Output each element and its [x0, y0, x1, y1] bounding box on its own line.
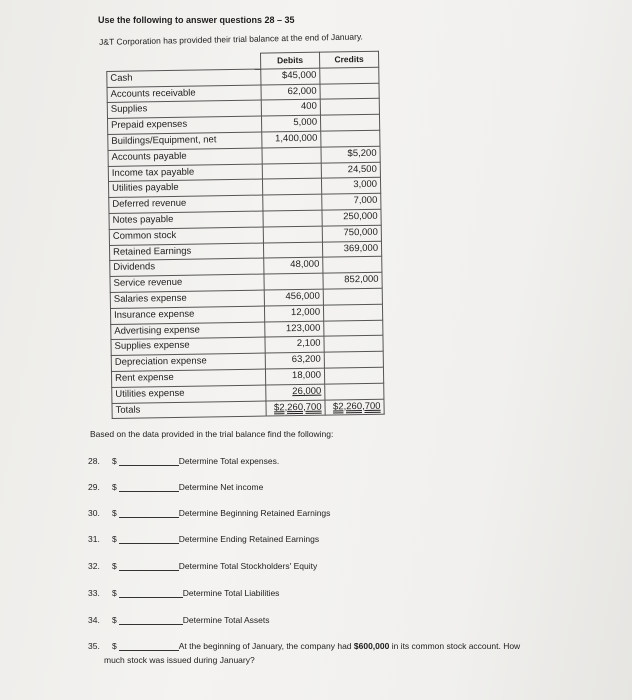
question-35	[88, 641, 520, 651]
credit-cell	[323, 257, 382, 274]
question-number: 32.	[88, 561, 100, 571]
dollar-sign: $	[112, 482, 117, 492]
question-number: 34.	[88, 615, 100, 625]
credit-cell: 24,500	[321, 162, 380, 179]
credit-cell	[320, 67, 379, 84]
question-number: 29.	[88, 482, 100, 492]
dollar-sign: $	[112, 588, 117, 598]
question-text: Determine Total Stockholders' Equity	[178, 561, 318, 571]
credit-cell	[321, 130, 380, 147]
header-credits: Credits	[319, 51, 378, 68]
question-31	[88, 534, 319, 544]
account-cell: Insurance expense	[110, 306, 264, 324]
debit-cell: 12,000	[264, 305, 323, 322]
question-text-cont: in its common stock account. How	[389, 641, 521, 651]
question-text: Determine Ending Retained Earnings	[178, 534, 320, 544]
credit-cell	[323, 288, 382, 305]
question-text: Determine Beginning Retained Earnings	[178, 508, 331, 518]
question-text: Determine Net income	[178, 482, 264, 492]
account-cell: Depreciation expense	[111, 353, 265, 371]
account-cell: Deferred revenue	[109, 195, 263, 213]
question-32	[88, 561, 317, 571]
debit-cell: 62,000	[261, 84, 320, 101]
credit-cell	[320, 83, 379, 100]
credit-cell	[324, 336, 383, 353]
account-cell: Supplies expense	[111, 337, 265, 355]
debit-cell: 48,000	[264, 257, 323, 274]
based-on-text: Based on the data provided in the trial balance find the following:	[90, 429, 334, 439]
totals-label: Totals	[112, 401, 266, 419]
question-number: 28.	[88, 456, 100, 466]
credit-cell	[325, 383, 384, 400]
debit-cell	[263, 242, 322, 259]
credit-cell: 369,000	[322, 241, 381, 258]
account-cell: Advertising expense	[111, 322, 265, 340]
account-cell: Common stock	[109, 227, 263, 245]
credit-cell: $5,200	[321, 146, 380, 163]
account-cell: Utilities expense	[112, 385, 266, 403]
debit-cell: 26,000	[266, 384, 325, 401]
account-cell: Accounts payable	[108, 148, 262, 166]
answer-blank[interactable]	[119, 508, 179, 518]
question-34	[88, 615, 270, 625]
answer-blank[interactable]	[119, 456, 179, 466]
header-debits: Debits	[260, 52, 319, 69]
credit-cell: 750,000	[322, 225, 381, 242]
totals-debit: $2,260,700	[266, 400, 325, 417]
debit-cell	[262, 147, 321, 164]
debit-cell	[262, 163, 321, 180]
dollar-sign: $	[112, 456, 117, 466]
account-cell: Service revenue	[110, 274, 264, 292]
debit-cell: 63,200	[265, 352, 324, 369]
credit-cell	[320, 114, 379, 131]
account-cell: Buildings/Equipment, net	[108, 132, 262, 150]
debit-cell	[263, 226, 322, 243]
question-number: 31.	[88, 534, 100, 544]
account-cell: Retained Earnings	[109, 243, 263, 261]
question-33	[88, 588, 279, 598]
answer-blank[interactable]	[119, 588, 183, 598]
question-number: 30.	[88, 508, 100, 518]
question-30	[88, 508, 330, 518]
common-stock-amount: $600,000	[353, 641, 390, 651]
credit-cell: 3,000	[321, 178, 380, 195]
account-cell: Accounts receivable	[107, 85, 261, 103]
dollar-sign: $	[112, 561, 117, 571]
question-text: At the beginning of January, the company had	[178, 641, 354, 651]
account-cell: Utilities payable	[108, 179, 262, 197]
table-body	[107, 67, 384, 419]
trial-balance-table	[106, 51, 385, 420]
credit-cell	[324, 367, 383, 384]
question-number: 35.	[88, 641, 100, 651]
account-cell: Cash	[107, 69, 261, 87]
credit-cell: 7,000	[322, 193, 381, 210]
account-cell: Prepaid expenses	[108, 116, 262, 134]
credit-cell: 250,000	[322, 209, 381, 226]
question-28	[88, 456, 279, 466]
dollar-sign: $	[112, 534, 117, 544]
account-cell: Supplies	[107, 100, 261, 118]
question-text: Determine Total Liabilities	[182, 588, 280, 598]
answer-blank[interactable]	[119, 615, 183, 625]
credit-cell	[323, 304, 382, 321]
account-cell: Rent expense	[111, 369, 265, 387]
debit-cell: 18,000	[265, 368, 324, 385]
instructions-heading: Use the following to answer questions 28 – 35	[98, 15, 295, 25]
account-cell: Dividends	[110, 258, 264, 276]
dollar-sign: $	[112, 615, 117, 625]
question-text: Determine Total Assets	[182, 615, 270, 625]
debit-cell: 123,000	[265, 321, 324, 338]
credit-cell	[324, 351, 383, 368]
debit-cell	[263, 210, 322, 227]
totals-credit: $2,260,700	[325, 399, 384, 416]
answer-blank[interactable]	[119, 561, 179, 571]
debit-cell: 400	[261, 100, 320, 117]
debit-cell: 5,000	[261, 115, 320, 132]
question-number: 33.	[88, 588, 100, 598]
answer-blank[interactable]	[119, 534, 179, 544]
debit-cell	[262, 179, 321, 196]
answer-blank[interactable]	[119, 482, 179, 492]
debit-cell	[263, 194, 322, 211]
debit-cell: 1,400,000	[262, 131, 321, 148]
debit-cell: $45,000	[261, 68, 320, 85]
credit-cell: 852,000	[323, 272, 382, 289]
dollar-sign: $	[112, 641, 117, 651]
answer-blank[interactable]	[119, 641, 179, 651]
debit-cell: 456,000	[264, 289, 323, 306]
account-cell: Income tax payable	[108, 164, 262, 182]
debit-cell: 2,100	[265, 336, 324, 353]
question-35-line2: much stock was issued during January?	[104, 655, 255, 665]
debit-cell	[264, 273, 323, 290]
credit-cell	[324, 320, 383, 337]
account-cell: Salaries expense	[110, 290, 264, 308]
intro-text: J&T Corporation has provided their trial balance at the end of January.	[99, 31, 363, 47]
credit-cell	[320, 99, 379, 116]
question-29	[88, 482, 263, 492]
dollar-sign: $	[112, 508, 117, 518]
account-cell: Notes payable	[109, 211, 263, 229]
question-text: Determine Total expenses.	[178, 456, 280, 466]
